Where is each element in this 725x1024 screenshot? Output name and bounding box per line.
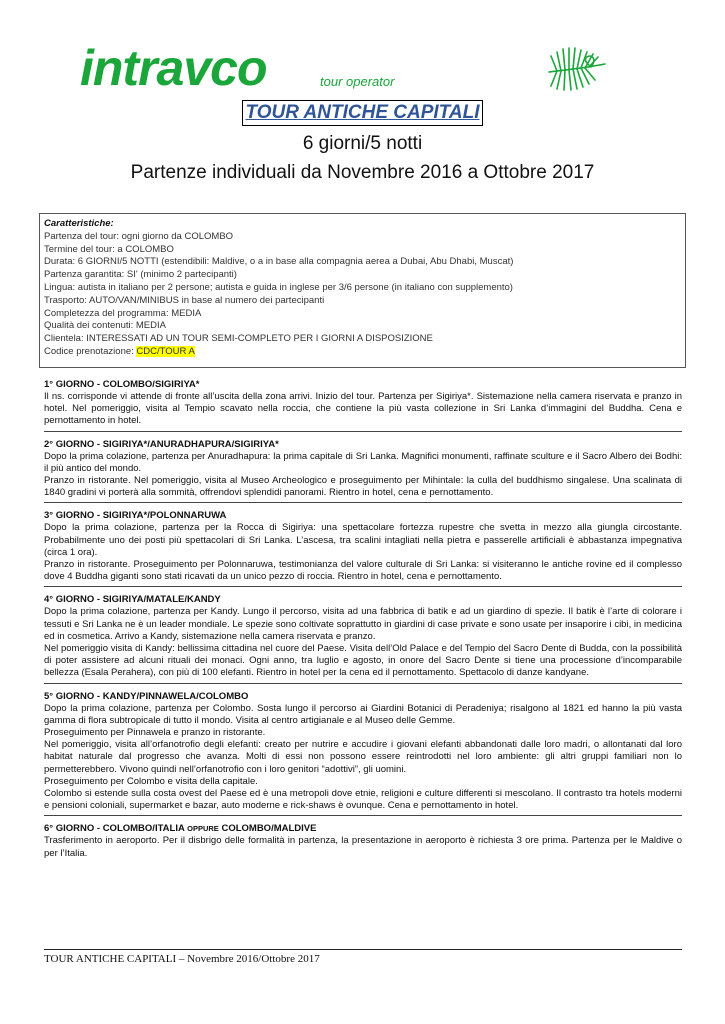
tour-departures: Partenze individuali da Novembre 2016 a Ottobre 2017 <box>130 162 595 183</box>
day-section <box>44 378 682 432</box>
feature-line: Durata: 6 GIORNI/5 NOTTI (estendibili: Maldive, o a in base alla compagnia aerea a Dubai, Abu Dhabi, Muscat) <box>44 256 514 268</box>
feature-line: Completezza del programma: MEDIA <box>44 307 202 319</box>
day-section <box>44 690 682 817</box>
booking-code-line <box>44 346 681 359</box>
day-title: 4° GIORNO - SIGIRIYA/MATALE/KANDY <box>44 594 221 606</box>
day-paragraph: Pranzo in ristorante. Proseguimento per Polonnaruwa, testimonianza del valore culturale di Sri Lanka: si visiteranno le antiche rovine ed il complesso dove 4 Buddha giganti sono stati ricavati da un unico pezzo di roccia. Rientro in hotel, cena e pernottamento. <box>44 559 682 583</box>
day-paragraph: Colombo si estende sulla costa ovest del Paese ed è una metropoli dove etnie, religioni e culture differenti si mescolano. Il contrasto tra hotels moderni e pensioni coloniali, supermarket e bazar, auto moderne e rick-shaws è ovunque. Cena e pernottamento in hotel. <box>44 788 682 812</box>
day-paragraph: Dopo la prima colazione, partenza per Colombo. Sosta lungo il percorso ai Giardini Botanici di Peradeniya; risalgono al 1821 ed hanno la più vasta gamma di flora subtropicale di tutto il mondo. Visita al centro artigianale e al Museo delle Gemme. <box>44 702 682 726</box>
palm-leaf-icon <box>545 42 609 94</box>
day-paragraph: Nel pomeriggio, visita all’orfanotrofio degli elefanti: creato per nutrire e accudire i giovani elefanti abbandonati dalle loro madri, o allontanati dal loro habitat naturale dal progresso che avanza. Molti di essi non possono essere reintrodotti nel loro ambiente: gli altri gruppi familiari non lo permetterebbero. Vivono quindi nell’orfanotrofio con i loro genitori “adottivi”, gli uomini. <box>44 739 682 775</box>
brand-subtitle: tour operator <box>320 74 395 89</box>
day-section <box>44 822 682 862</box>
feature-line: Trasporto: AUTO/VAN/MINIBUS in base al numero dei partecipanti <box>44 294 325 306</box>
day-title: 5° GIORNO - KANDY/PINNAWELA/COLOMBO <box>44 690 249 702</box>
day-paragraph: Proseguimento per Pinnawela e pranzo in ristorante. <box>44 727 266 739</box>
page-footer: TOUR ANTICHE CAPITALI – Novembre 2016/Ottobre 2017 <box>44 953 320 965</box>
day-paragraph: Nel pomeriggio visita di Kandy: bellissima cittadina nel cuore del Paese. Visita dell’Old Palace e del Tempio del Sacro Dente di Budda, con la possibilità di poter assistere ad alcuni rituali dei monaci. Ogni anno, tra luglio e agosto, in onore del Sacro Dente si tiene una processione d’incomparabile bellezza (Esala Perahera), con più di 100 elefanti. Rientro in hotel per la cena ed il pernottamento. Spettacolo di danze kandyane. <box>44 643 682 679</box>
day-section <box>44 593 682 683</box>
features-box <box>39 213 686 368</box>
day-title: 2° GIORNO - SIGIRIYA*/ANURADHAPURA/SIGIRIYA* <box>44 438 279 450</box>
feature-line: Termine del tour: a COLOMBO <box>44 243 174 255</box>
booking-code-label: Codice prenotazione: <box>44 345 137 357</box>
day-paragraph: Dopo la prima colazione, partenza per Anuradhapura: la prima capitale di Sri Lanka. Magnifici monumenti, raffinate sculture e il Sacro Albero dei Bodhi: il più antico del mondo. <box>44 450 682 474</box>
day-paragraph: Trasferimento in aeroporto. Per il disbrigo delle formalità in partenza, la presentazione in aeroporto è richiesta 3 ore prima. Partenza per le Maldive o per l’Italia. <box>44 835 682 859</box>
tour-duration: 6 giorni/5 notti <box>302 133 423 154</box>
day-paragraph: Il ns. corrisponde vi attende di fronte all’uscita della zona arrivi. Inizio del tour. Partenza per Sigiriya*. Sistemazione nella camera riservata e pranzo in hotel. Nel pomeriggio, visita al Tempio scavato nella roccia, che contiene la più vasta collezione in Sri Lanka d’immagini del Buddha. Cena e pernottamento in hotel. <box>44 391 682 427</box>
feature-line: Clientela: INTERESSATI AD UN TOUR SEMI-COMPLETO PER I GIORNI A DISPOSIZIONE <box>44 333 433 345</box>
itinerary <box>44 378 682 869</box>
day-title <box>44 822 682 835</box>
tour-title: TOUR ANTICHE CAPITALI <box>242 100 484 126</box>
day-section <box>44 438 682 504</box>
feature-line: Partenza garantita: SI' (minimo 2 partecipanti) <box>44 269 237 281</box>
day-paragraph: Proseguimento per Colombo e visita della capitale. <box>44 775 258 787</box>
title-block <box>0 100 725 185</box>
footer-divider <box>44 949 682 950</box>
features-heading: Caratteristiche: <box>44 218 114 229</box>
feature-line: Qualità dei contenuti: MEDIA <box>44 320 166 332</box>
day-paragraph: Dopo la prima colazione, partenza per la Rocca di Sigiriya: una spettacolare fortezza rupestre che svetta in mezzo alla giungla circostante. Probabilmente uno dei posti più spettacolari di Sri Lanka. L’ascesa, tra scalini intagliati nella pietra e passerelle artificiali è abbastanza impegnativa (circa 1 ora). <box>44 522 682 558</box>
feature-line: Lingua: autista in italiano per 2 persone; autista e guida in inglese per 3/6 persone (in italiano con supplemento) <box>44 281 513 293</box>
feature-line: Partenza del tour: ogni giorno da COLOMBO <box>44 230 234 242</box>
day-title: 1° GIORNO - COLOMBO/SIGIRIYA* <box>44 379 200 390</box>
brand-name: intravco <box>80 40 267 96</box>
booking-code-value: CDC/TOUR A <box>136 345 195 357</box>
day-title: 3° GIORNO - SIGIRIYA*/POLONNARUWA <box>44 510 227 522</box>
day-paragraph: Dopo la prima colazione, partenza per Kandy. Lungo il percorso, visita ad una fabbrica di batik e ad un giardino di spezie. Il batik è l’arte di colorare i tessuti e Sri Lanka ne è un leader mondiale. Le spezie sono coltivate soprattutto in giardini di case private e sono usate per insaporire i cibi, in medicina ed in cosmetica. Arrivo a Kandy, sistemazione nella camera riservata e pranzo. <box>44 606 682 642</box>
day-section <box>44 509 682 587</box>
day-paragraph: Pranzo in ristorante. Nel pomeriggio, visita al Museo Archeologico e proseguimento per Mihintale: la culla del buddhismo singalese. Una scalinata di 1840 gradini vi porterà alla sommità, offrendovi splendidi panorami. Rientro in hotel, cena e pernottamento. <box>44 475 682 499</box>
day-title-part: COLOMBO/MALDIVE <box>218 823 317 835</box>
day-title-part: OPPURE <box>187 824 219 834</box>
day-title-part: 6° GIORNO - COLOMBO/ITALIA <box>44 823 188 835</box>
